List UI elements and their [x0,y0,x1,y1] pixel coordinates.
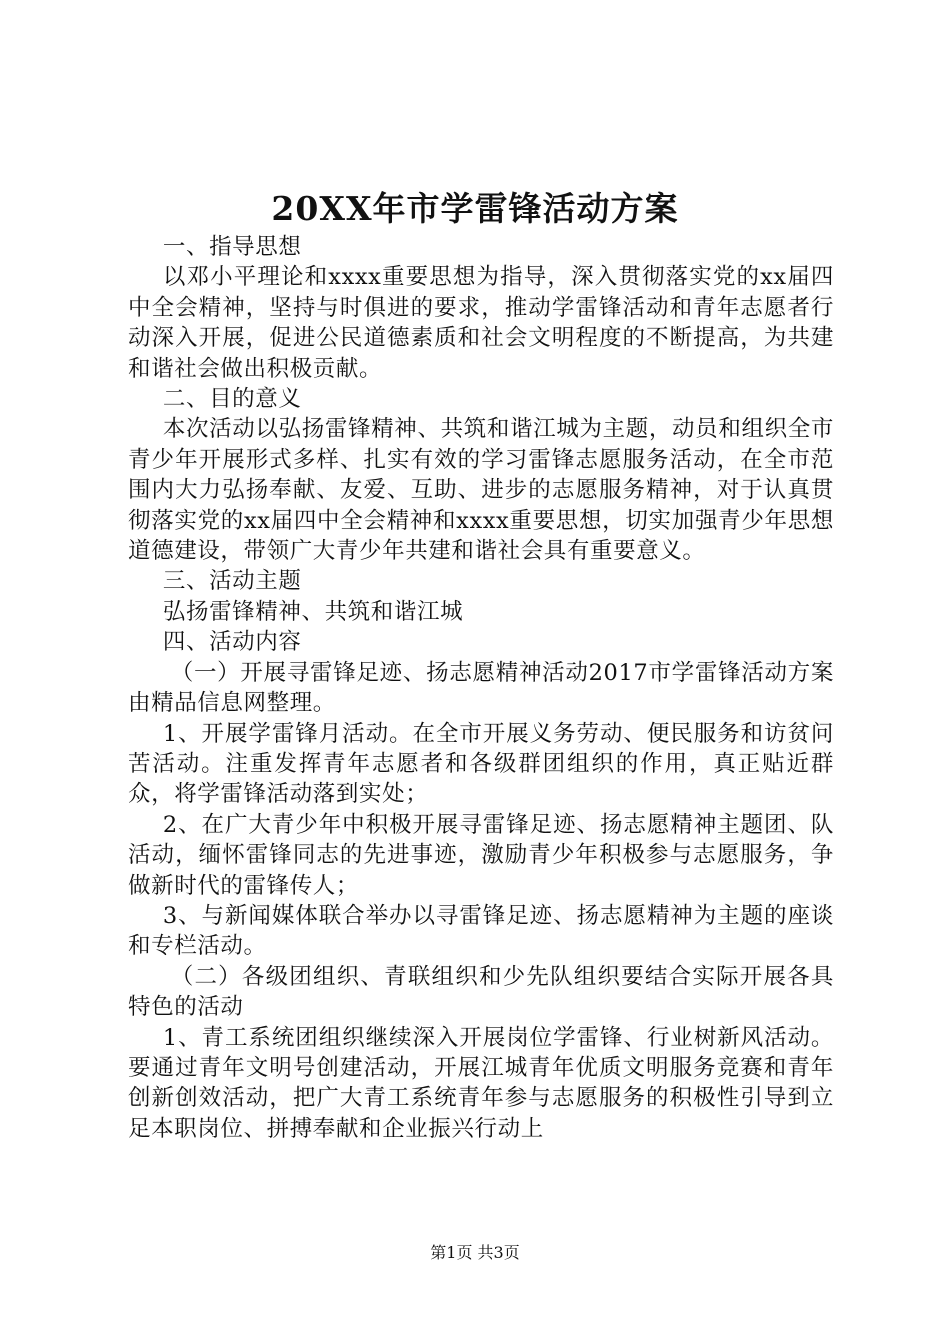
document-body [128,232,834,1144]
subsection-heading-two: （二）各级团组织、青联组织和少先队组织要结合实际开展各具特色的活动 [128,963,834,1021]
list-item-2: 2、在广大青少年中积极开展寻雷锋足迹、扬志愿精神主题团、队活动，缅怀雷锋同志的先进事迹，激励青少年积极参与志愿服务，争做新时代的雷锋传人； [128,811,834,899]
document-title: 20XX年市学雷锋活动方案 [271,189,679,228]
page-footer: 第1页 共3页 [430,1243,520,1262]
list-item-1: 1、开展学雷锋月活动。在全市开展义务劳动、便民服务和访贫问苦活动。注重发挥青年志愿者和各级群团组织的作用，真正贴近群众，将学雷锋活动落到实处； [128,720,834,808]
list-item-4: 1、青工系统团组织继续深入开展岗位学雷锋、行业树新风活动。要通过青年文明号创建活动，开展江城青年优质文明服务竞赛和青年创新创效活动，把广大青工系统青年参与志愿服务的积极性引导到立足本职岗位、拼搏奉献和企业振兴行动上 [128,1024,834,1142]
subsection-heading-one: （一）开展寻雷锋足迹、扬志愿精神活动2017市学雷锋活动方案由精品信息网整理。 [128,659,834,717]
section-heading-guiding-thought: 一、指导思想 [162,234,302,260]
section-heading-content: 四、活动内容 [162,629,302,656]
paragraph-theme: 弘扬雷锋精神、共筑和谐江城 [162,598,464,625]
section-heading-purpose: 二、目的意义 [162,386,302,413]
paragraph-purpose: 本次活动以弘扬雷锋精神、共筑和谐江城为主题，动员和组织全市青少年开展形式多样、扎实有效的学习雷锋志愿服务活动，在全市范围内大力弘扬奉献、友爱、互助、进步的志愿服务精神，对于认真贯彻落实党的xx届四中全会精神和xxxx重要思想，切实加强青少年思想道德建设，带领广大青少年共建和谐社会具有重要意义。 [128,416,834,565]
paragraph-guiding-thought: 以邓小平理论和xxxx重要思想为指导，深入贯彻落实党的xx届四中全会精神，坚持与时俱进的要求，推动学雷锋活动和青年志愿者行动深入开展，促进公民道德素质和社会文明程度的不断提高，为共建和谐社会做出积极贡献。 [128,264,834,382]
section-heading-theme: 三、活动主题 [162,568,302,595]
list-item-3: 3、与新闻媒体联合举办以寻雷锋足迹、扬志愿精神为主题的座谈和专栏活动。 [128,902,834,960]
